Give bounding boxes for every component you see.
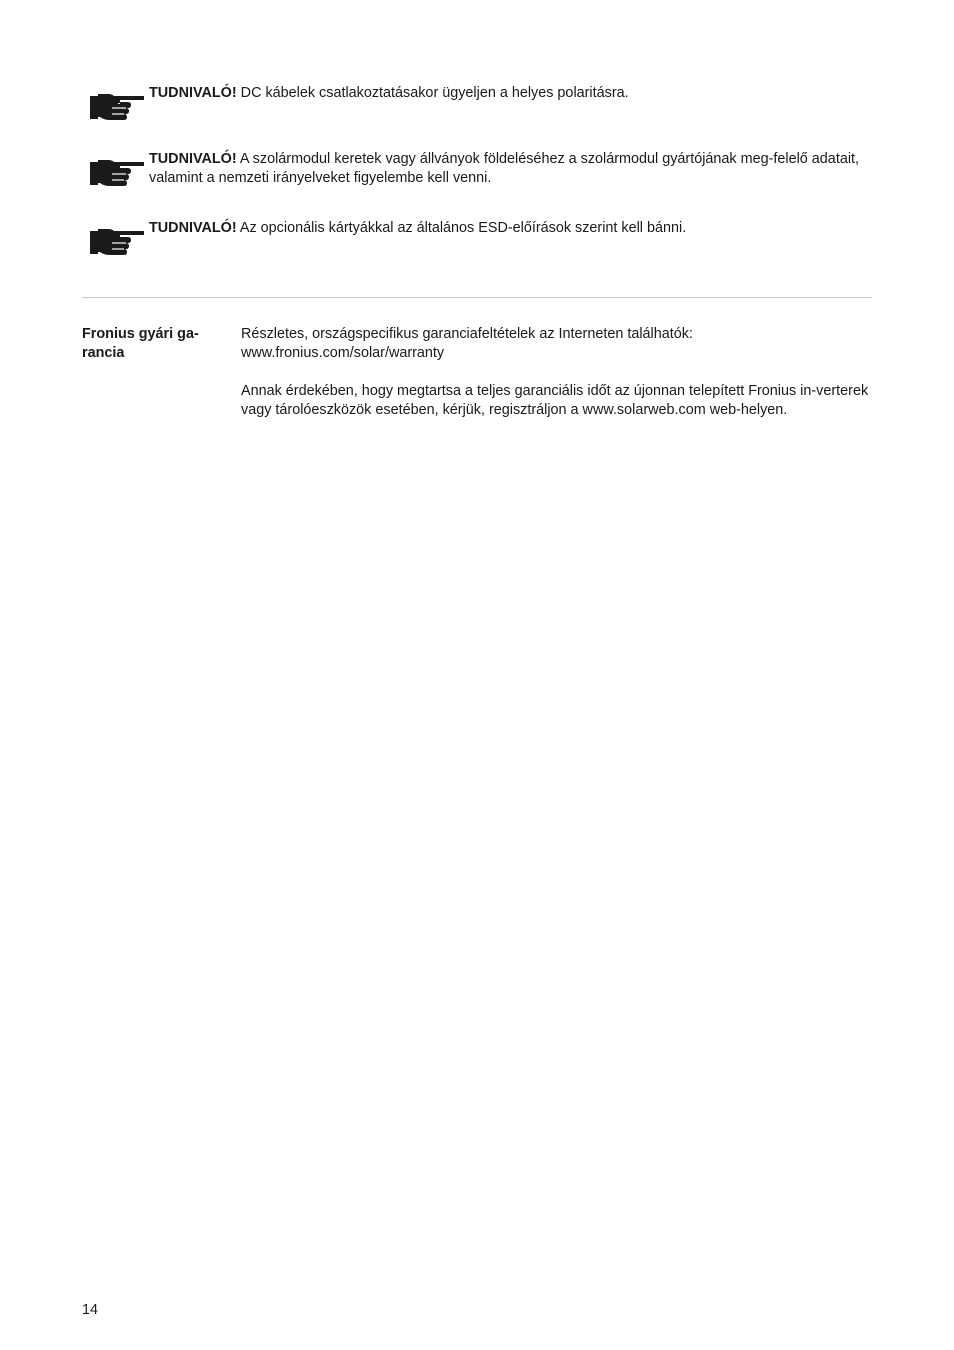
pointing-hand-icon bbox=[88, 156, 146, 190]
notice-body: Az opcionális kártyákkal az általános ESD-előírások szerint kell bánni. bbox=[236, 220, 687, 236]
pointing-hand-icon bbox=[88, 225, 146, 259]
notice-text bbox=[149, 219, 869, 238]
notice-body: A szolármodul keretek vagy állványok földeléséhez a szolármodul gyártójának meg-felelő adatait, valamint a nemzeti irányelveket figyelembe kell venni. bbox=[149, 151, 860, 186]
registration-paragraph: Annak érdekében, hogy megtartsa a teljes garanciális időt az újonnan telepített Fronius in-verterek vagy tárolóeszközök esetében, kérjük, regisztráljon a www.solarweb.com web-helyen. bbox=[241, 383, 869, 418]
notice-label: TUDNIVALÓ! bbox=[149, 85, 237, 101]
section-divider bbox=[82, 297, 872, 298]
notice-label: TUDNIVALÓ! bbox=[149, 220, 237, 236]
section-body bbox=[241, 325, 875, 439]
notice-body: DC kábelek csatlakoztatásakor ügyeljen a helyes polaritásra. bbox=[236, 85, 629, 101]
warranty-info-text: Részletes, országspecifikus garanciafeltételek az Interneten találhatók: bbox=[241, 326, 693, 342]
notice-label: TUDNIVALÓ! bbox=[149, 151, 237, 167]
section-heading: Fronius gyári ga-rancia bbox=[82, 326, 199, 361]
pointing-hand-icon bbox=[88, 90, 146, 124]
warranty-info-paragraph bbox=[241, 325, 875, 363]
notice-text bbox=[149, 150, 869, 188]
notice-text bbox=[149, 84, 869, 103]
page-number: 14 bbox=[82, 1302, 99, 1318]
warranty-url: www.fronius.com/solar/warranty bbox=[241, 345, 445, 361]
